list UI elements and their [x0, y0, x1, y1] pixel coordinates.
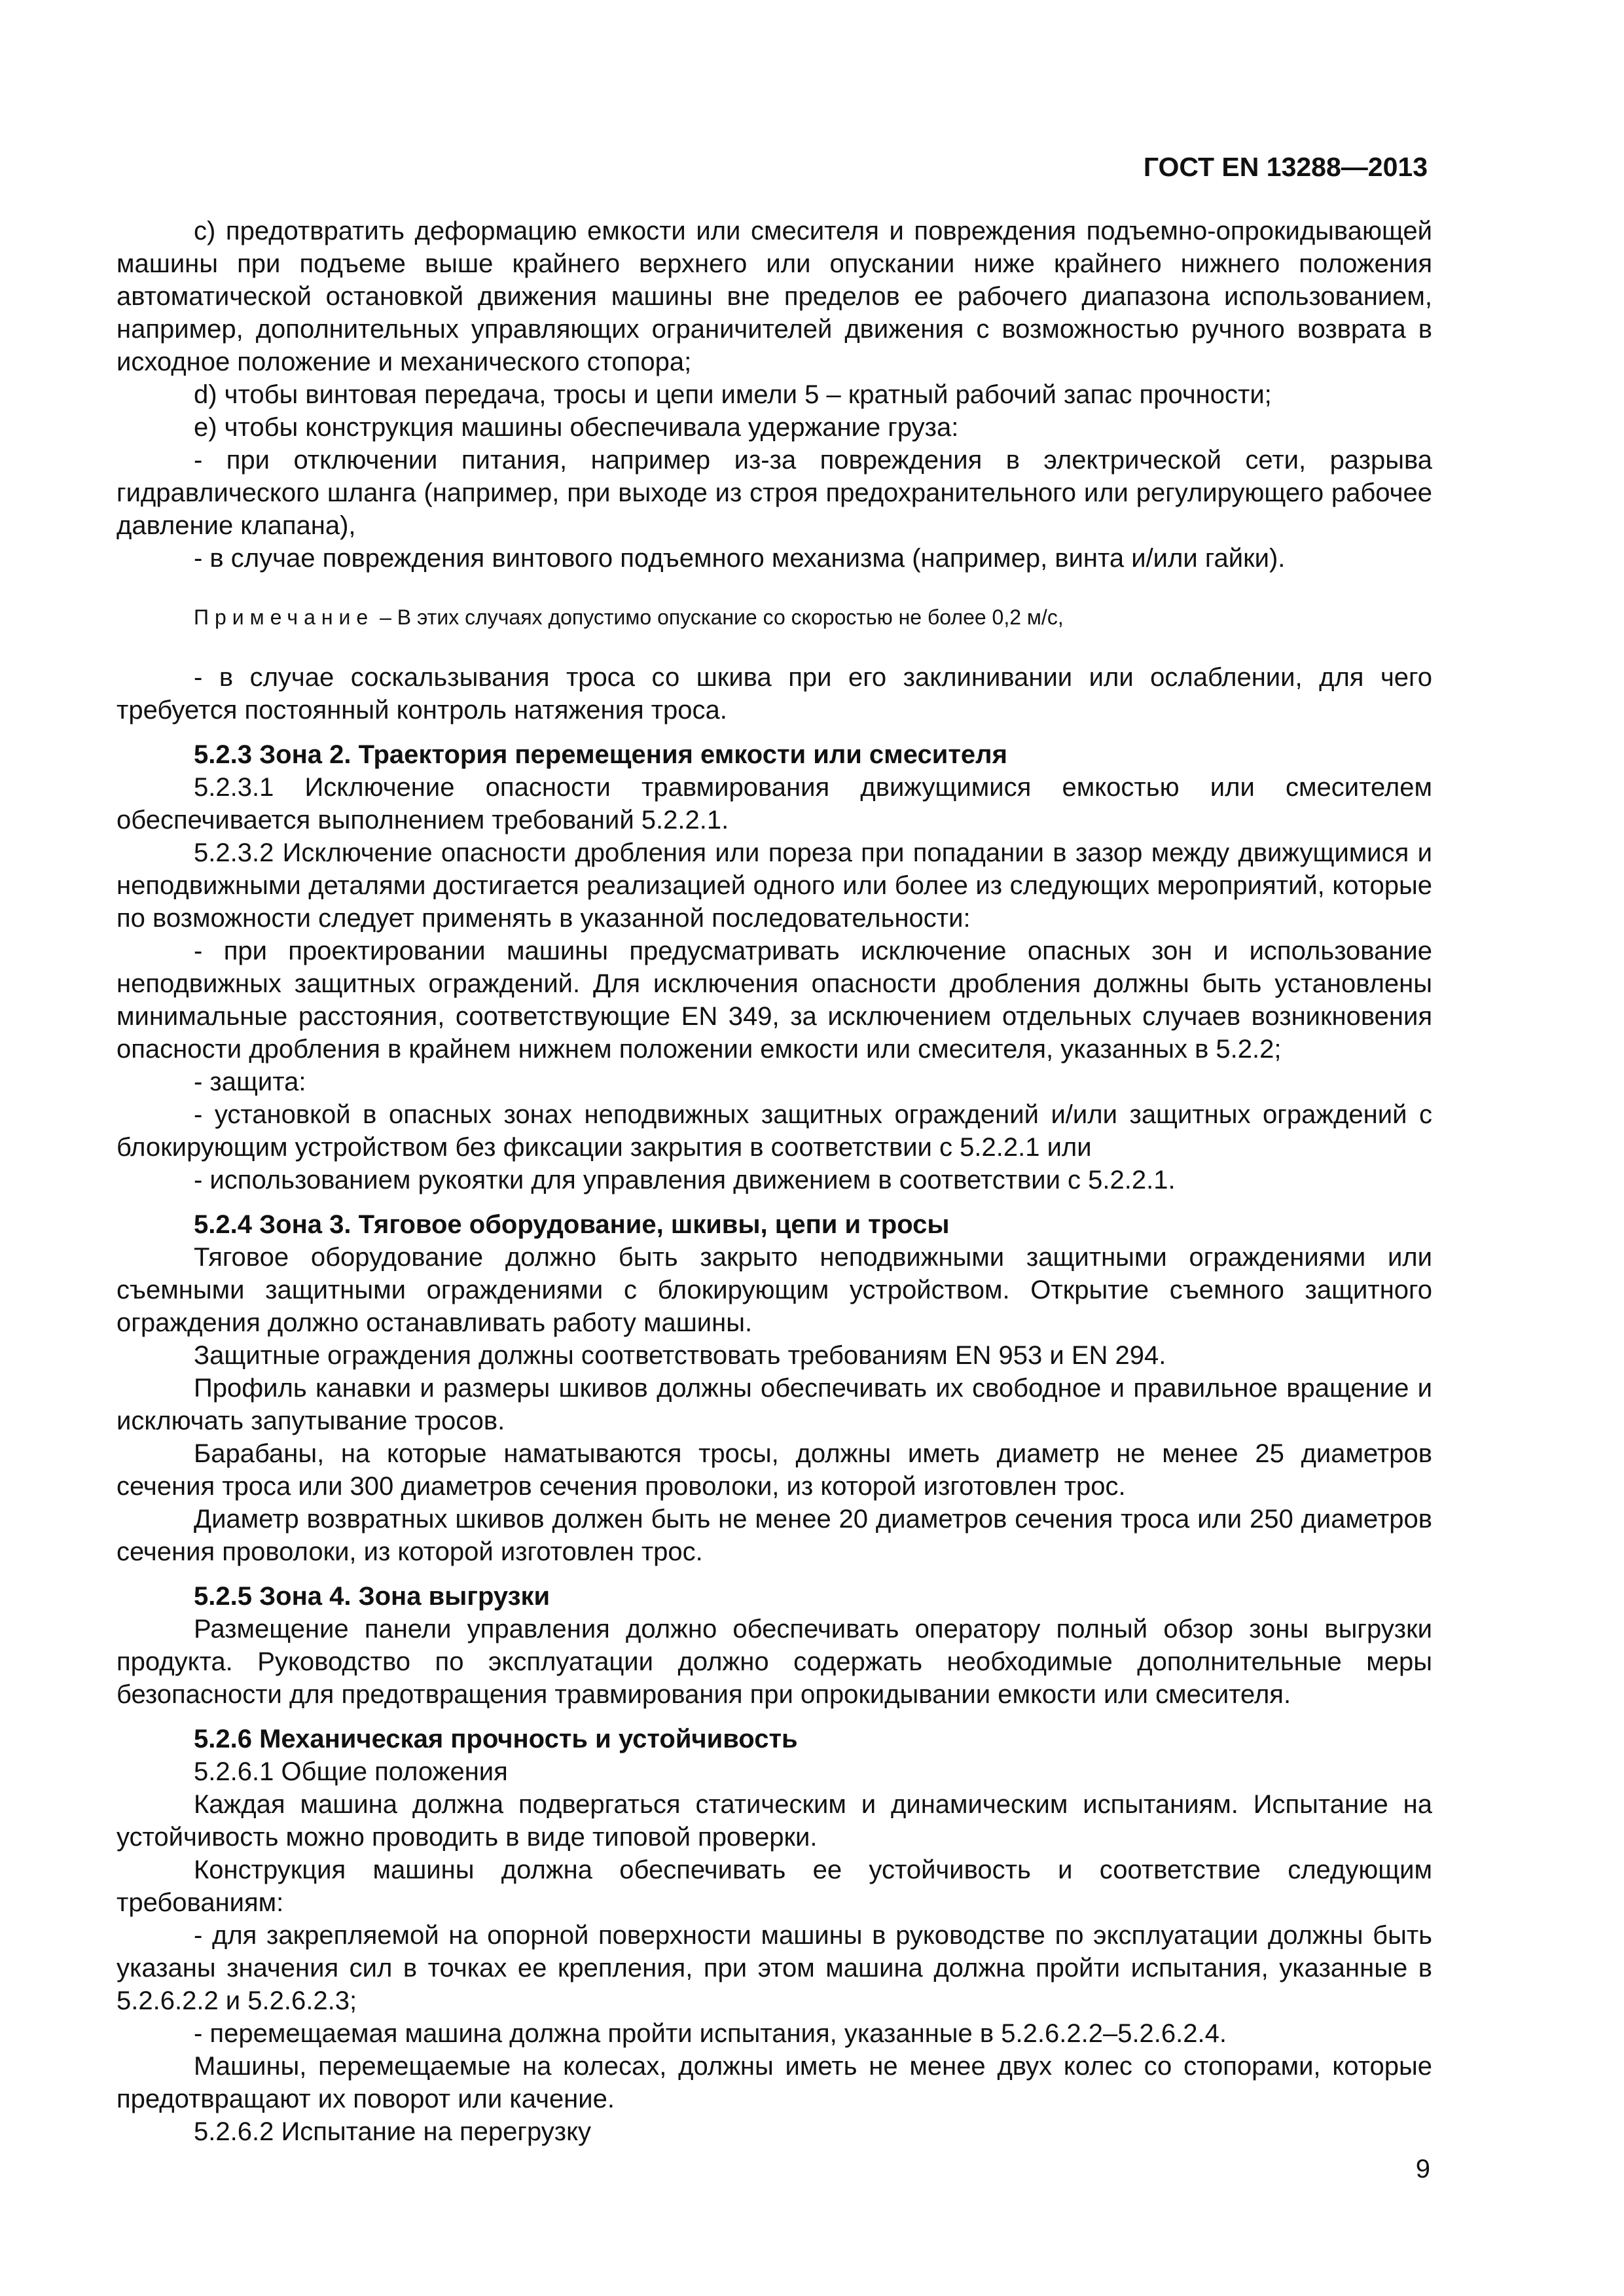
page-body	[117, 215, 1432, 2148]
note-label: Примечание	[194, 605, 374, 629]
section-heading-5-2-6: 5.2.6 Механическая прочность и устойчивость	[194, 1725, 798, 1753]
paragraph: - при проектировании машины предусматривать исключение опасных зон и использование неподвижных защитных ограждений. Для исключения опасности дробления должны быть установлены минимальные расстояния, соответствующие EN 349, за исключением отдельных случаев возникновения опасности дробления в крайнем нижнем положении емкости или смесителя, указанных в 5.2.2;	[117, 937, 1432, 1064]
paragraph: - в случае соскальзывания троса со шкива при его заклинивании или ослаблении, для чего требуется постоянный контроль натяжения троса.	[117, 663, 1432, 725]
note-text: – В этих случаях допустимо опускание со скоростью не более 0,2 м/с,	[374, 605, 1064, 629]
document-id: ГОСТ EN 13288—2013	[1143, 152, 1428, 182]
paragraph: c) предотвратить деформацию емкости или смесителя и повреждения подъемно-опрокидывающей машины при подъеме выше крайнего верхнего или опускании ниже крайнего нижнего положения автоматической остановкой движения машины вне пределов ее рабочего диапазона использованием, например, дополнительных управляющих ограничителей движения с возможностью ручного возврата в исходное положение и механического стопора;	[117, 217, 1432, 376]
paragraph: 5.2.3.2 Исключение опасности дробления или пореза при попадании в зазор между движущимися и неподвижными деталями достигается реализацией одного или более из следующих мероприятий, которые по возможности следует применять в указанной последовательности:	[117, 838, 1432, 933]
paragraph: - установкой в опасных зонах неподвижных защитных ограждений и/или защитных ограждений с блокирующим устройством без фиксации закрытия в соответствии с 5.2.2.1 или	[117, 1100, 1432, 1162]
paragraph: - в случае повреждения винтового подъемного механизма (например, винта и/или гайки).	[194, 544, 1286, 573]
paragraph: - перемещаемая машина должна пройти испытания, указанные в 5.2.6.2.2–5.2.6.2.4.	[194, 2019, 1227, 2048]
paragraph: - защита:	[194, 1067, 306, 1096]
paragraph: Тяговое оборудование должно быть закрыто неподвижными защитными ограждениями или съемными защитными ограждениями с блокирующим устройством. Открытие съемного защитного ограждения должно останавливать работу машины.	[117, 1243, 1432, 1337]
paragraph: Профиль канавки и размеры шкивов должны обеспечивать их свободное и правильное вращение и исключать запутывание тросов.	[117, 1374, 1432, 1435]
paragraph: 5.2.6.1 Общие положения	[194, 1757, 508, 1786]
paragraph: Конструкция машины должна обеспечивать ее устойчивость и соответствие следующим требованиям:	[117, 1856, 1432, 1917]
paragraph: - для закрепляемой на опорной поверхности машины в руководстве по эксплуатации должны быть указаны значения сил в точках ее крепления, при этом машина должна пройти испытания, указанные в 5.2.6.2.2 и 5.2.6.2.3;	[117, 1921, 1432, 2015]
section-heading-5-2-3: 5.2.3 Зона 2. Траектория перемещения емкости или смесителя	[194, 740, 1007, 769]
page-number: 9	[1415, 2155, 1430, 2183]
paragraph: Размещение панели управления должно обеспечивать оператору полный обзор зоны выгрузки продукта. Руководство по эксплуатации должно содержать необходимые дополнительные меры безопасности для предотвращения травмирования при опрокидывании емкости или смесителя.	[117, 1615, 1432, 1709]
paragraph: Защитные ограждения должны соответствовать требованиям EN 953 и EN 294.	[194, 1341, 1166, 1370]
paragraph: 5.2.3.1 Исключение опасности травмирования движущимися емкостью или смесителем обеспечивается выполнением требований 5.2.2.1.	[117, 773, 1432, 834]
paragraph: d) чтобы винтовая передача, тросы и цепи имели 5 – кратный рабочий запас прочности;	[194, 380, 1272, 409]
paragraph: 5.2.6.2 Испытание на перегрузку	[194, 2117, 592, 2146]
section-heading-5-2-4: 5.2.4 Зона 3. Тяговое оборудование, шкивы, цепи и тросы	[194, 1210, 950, 1239]
paragraph: e) чтобы конструкция машины обеспечивала удержание груза:	[194, 413, 959, 442]
paragraph: Диаметр возвратных шкивов должен быть не менее 20 диаметров сечения троса или 250 диаметров сечения проволоки, из которой изготовлен трос.	[117, 1505, 1432, 1566]
paragraph: - при отключении питания, например из-за повреждения в электрической сети, разрыва гидравлического шланга (например, при выходе из строя предохранительного или регулирующего рабочее давление клапана),	[117, 446, 1432, 540]
paragraph: - использованием рукоятки для управления движением в соответствии с 5.2.2.1.	[194, 1166, 1176, 1194]
paragraph: Барабаны, на которые наматываются тросы, должны иметь диаметр не менее 25 диаметров сечения троса или 300 диаметров сечения проволоки, из которой изготовлен трос.	[117, 1439, 1432, 1501]
paragraph: Машины, перемещаемые на колесах, должны иметь не менее двух колес со стопорами, которые предотвращают их поворот или качение.	[117, 2052, 1432, 2113]
section-heading-5-2-5: 5.2.5 Зона 4. Зона выгрузки	[194, 1582, 550, 1611]
paragraph: Каждая машина должна подвергаться статическим и динамическим испытаниям. Испытание на устойчивость можно проводить в виде типовой проверки.	[117, 1790, 1432, 1852]
note	[117, 601, 1432, 634]
